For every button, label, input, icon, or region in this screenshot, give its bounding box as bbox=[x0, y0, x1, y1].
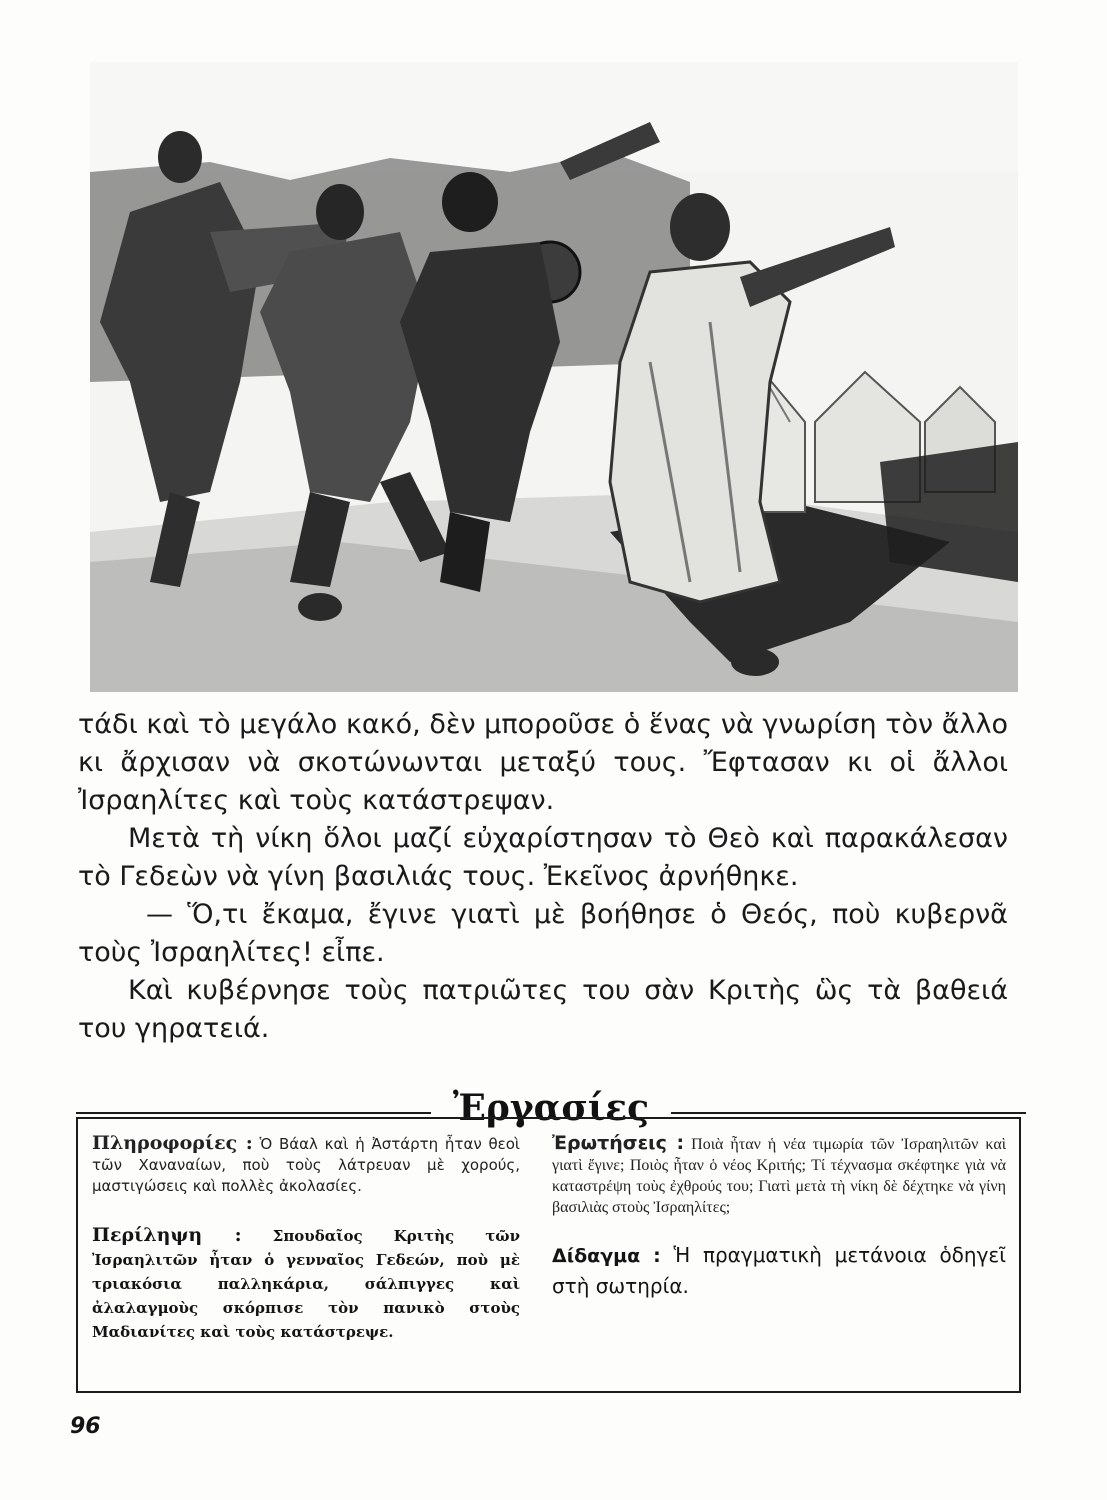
info-label: Πληροφορίες : bbox=[92, 1132, 253, 1154]
illustration-warriors-scene bbox=[90, 62, 1018, 692]
lesson-block bbox=[552, 1240, 1006, 1301]
summary-label: Περίληψη : bbox=[92, 1224, 242, 1246]
info-block bbox=[92, 1133, 520, 1197]
story-paragraph: — Ὅ,τι ἔκαμα, ἔγινε γιατὶ μὲ βοήθησε ὁ Θεός, ποὺ κυβερνᾶ τοὺς Ἰσραηλίτες! εἶπε. bbox=[78, 899, 1008, 968]
exercises-left-column bbox=[92, 1133, 520, 1344]
story-paragraph: Μετὰ τὴ νίκη ὅλοι μαζί εὐχαρίστησαν τὸ Θεὸ καὶ παρακάλεσαν τὸ Γεδεὼν νὰ γίνη βασιλιάς τους. Ἐκεῖνος ἀρνήθηκε. bbox=[78, 823, 1008, 892]
story-text bbox=[78, 706, 1008, 1048]
summary-block bbox=[92, 1223, 520, 1344]
heading-rule-left bbox=[76, 1112, 431, 1114]
lesson-label: Δίδαγμα : bbox=[552, 1245, 661, 1267]
questions-text: Ποιὰ ἦταν ἡ νέα τιμωρία τῶν Ἰσραηλιτῶν καὶ γιατὶ ἔγινε; Ποιὸς ἦταν ὁ νέος Κριτής; Τί τέχνασμα σκέφτηκε γιὰ νὰ καταστρέψη τοὺς ἐχθρούς του; Γιατὶ μετὰ τὴ νίκη δὲ δέχτηκε νὰ γίνη βασιλιὰς στοὺς Ἰσραηλίτες; bbox=[552, 1136, 1007, 1216]
story-paragraph: τάδι καὶ τὸ μεγάλο κακό, δὲν μποροῦσε ὁ ἕνας νὰ γνωρίση τὸν ἄλλο κι ἄρχισαν νὰ σκοτώνωνται μεταξύ τους. Ἔφτασαν κι οἱ ἄλλοι Ἰσραηλίτες καὶ τοὺς κατάστρεψαν. bbox=[78, 709, 1008, 816]
summary-text: Σπουδαῖος Κριτὴς τῶν Ἰσραηλιτῶν ἦταν ὁ γενναῖος Γεδεών, ποὺ μὲ τριακόσια παλληκάρια, σάλπιγγες καὶ ἀλαλαγμοὺς σκόρπισε τὸν πανικὸ στοὺς Μαδιανίτες καὶ τοὺς κατάστρεψε. bbox=[92, 1227, 520, 1341]
info-text: Ὁ Βάαλ καὶ ἡ Ἀστάρτη ἦταν θεοὶ τῶν Χαναναίων, ποὺ τοὺς λάτρευαν μὲ χορούς, μαστιγώσεις καὶ πολλὲς ἀκολασίες. bbox=[92, 1135, 520, 1195]
exercises-title: Ἐργασίες bbox=[452, 1087, 650, 1129]
page-number: 96 bbox=[70, 1414, 101, 1439]
illustration-drawing bbox=[90, 62, 1018, 692]
questions-label: Ἐρωτήσεις : bbox=[552, 1132, 685, 1154]
exercises-box bbox=[76, 1117, 1021, 1393]
questions-block bbox=[552, 1133, 1006, 1218]
heading-rule-right bbox=[671, 1112, 1026, 1114]
exercises-right-column bbox=[552, 1133, 1006, 1301]
story-paragraph: Καὶ κυβέρνησε τοὺς πατριῶτες του σὰν Κριτὴς ὣς τὰ βαθειά του γηρατειά. bbox=[78, 975, 1008, 1044]
lesson-text: Ἡ πραγματικὴ μετάνοια ὁδηγεῖ στὴ σωτηρία. bbox=[552, 1243, 1007, 1298]
